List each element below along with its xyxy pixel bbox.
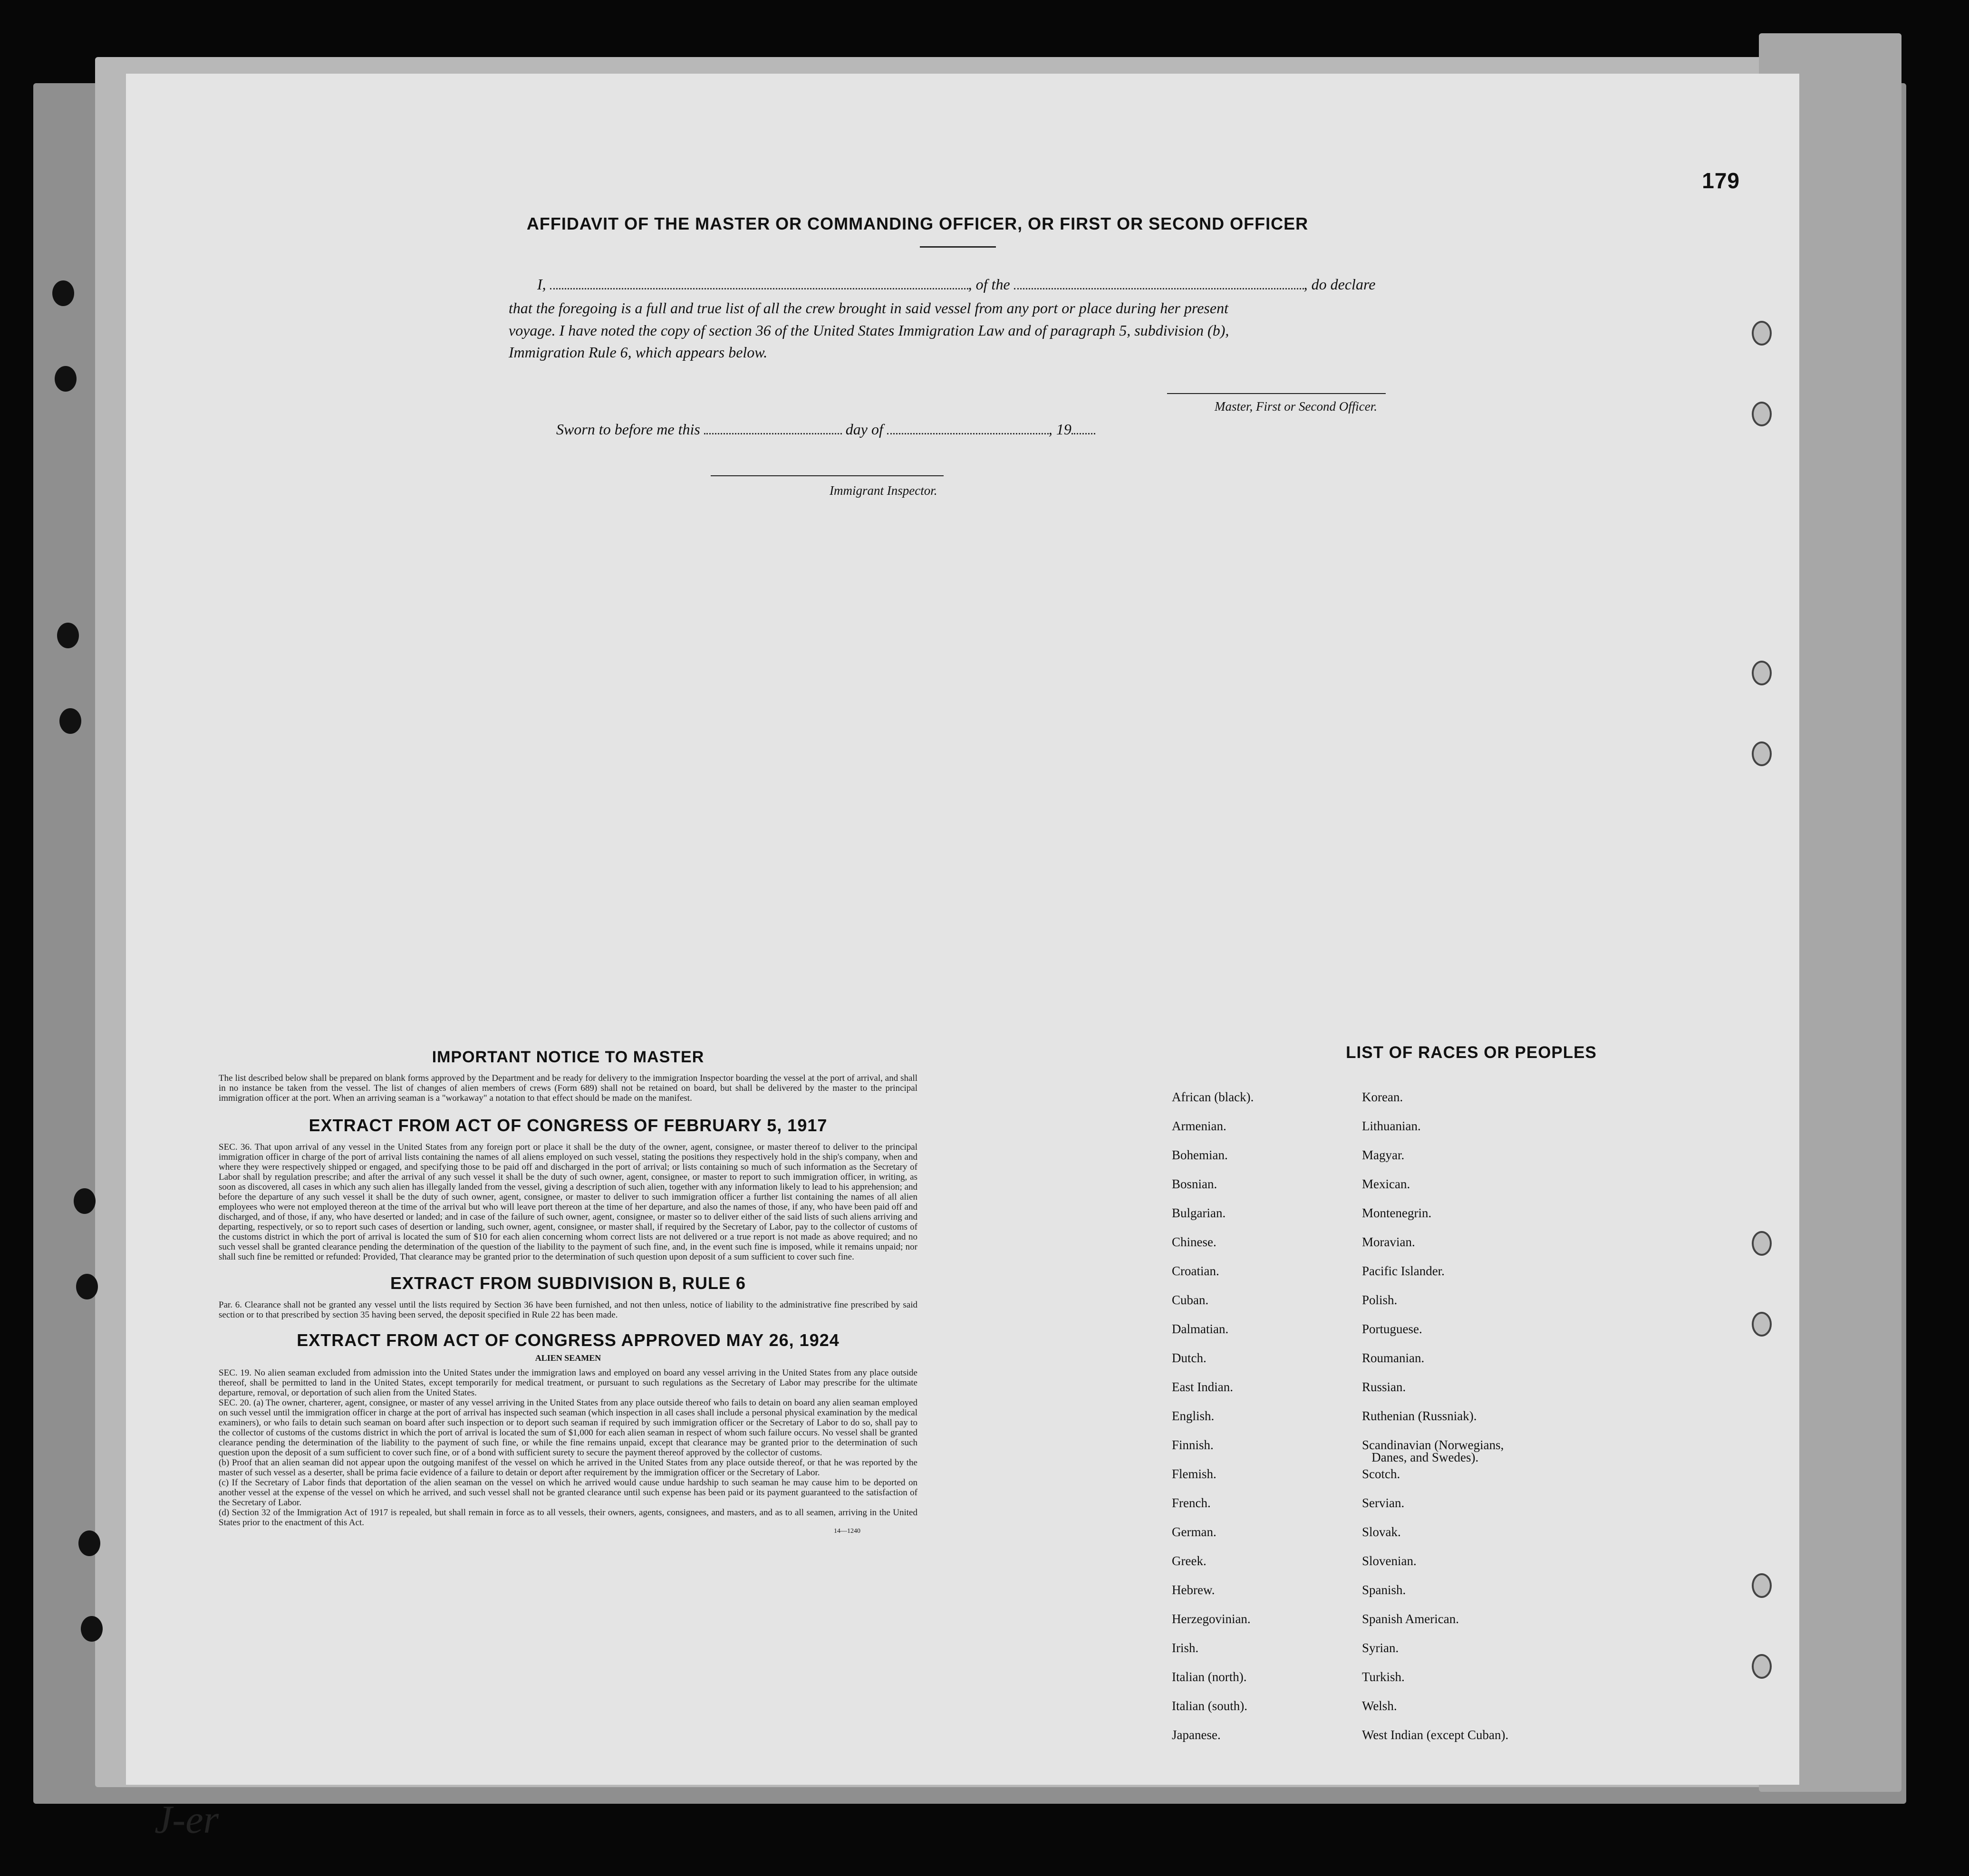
extract-1924-p2: SEC. 20. (a) The owner, charterer, agent, consignee, or master of any vessel arriving in the United States from any place outside thereof who fails to detain on board any alien seaman employed on such vessel until the immigration officer in charge at the port of arrival has inspected such seaman (which inspection in all cases shall include a personal physical examination by the medical examiners), or who fails to detain such seaman on board after such inspection or to deport such seaman if required by such immigration officer or the Secretary of Labor to do so, shall pay to the collector of customs of the customs district in which the port of arrival is located the sum of $1,000 for each alien seaman in respect of whom such failure occurs. No vessel shall be granted clearance pending the determination of the liability to the payment of such fine, or while the fine remains unpaid, except that clearance may be granted prior to the determination of such question upon the deposit of a sum sufficient to cover such fine, or of a bond with sufficient surety to secure the payment thereof approved by the collector of customs. xyxy=(219,1398,917,1458)
inspector-signature-line xyxy=(711,475,944,476)
race-item: Welsh. xyxy=(1362,1699,1397,1713)
race-item: Montenegrin. xyxy=(1362,1206,1432,1220)
race-item: Bulgarian. xyxy=(1172,1206,1226,1220)
race-item: French. xyxy=(1172,1496,1211,1510)
race-item: Bohemian. xyxy=(1172,1148,1228,1162)
race-item: Ruthenian (Russniak). xyxy=(1362,1409,1477,1423)
sworn-prefix: Sworn to before me this xyxy=(556,421,700,438)
affidavit-line-1 xyxy=(537,276,1564,293)
master-signature-line xyxy=(1167,393,1386,394)
race-item: Syrian. xyxy=(1362,1641,1399,1655)
race-item: Scotch. xyxy=(1362,1467,1400,1481)
race-item: Dutch. xyxy=(1172,1351,1206,1365)
binder-hole-icon xyxy=(1752,1312,1772,1337)
document-page xyxy=(126,74,1799,1842)
sworn-day-of: day of xyxy=(845,421,883,438)
race-item: Pacific Islander. xyxy=(1362,1264,1445,1278)
binder-hole-icon xyxy=(1752,321,1772,346)
race-item: Mexican. xyxy=(1362,1177,1410,1191)
race-item: English. xyxy=(1172,1409,1215,1423)
binder-hole-icon xyxy=(1752,1654,1772,1679)
binder-hole-icon xyxy=(78,1530,100,1556)
race-item: Croatian. xyxy=(1172,1264,1219,1278)
extract-1924-title: EXTRACT FROM ACT OF CONGRESS APPROVED MAY 26, 1924 xyxy=(297,1330,840,1350)
affidavit-title: AFFIDAVIT OF THE MASTER OR COMMANDING OFFICER, OR FIRST OR SECOND OFFICER xyxy=(526,214,1309,233)
notices-column xyxy=(219,1048,917,1535)
race-item: West Indian (except Cuban). xyxy=(1362,1728,1509,1742)
master-caption: Master, First or Second Officer. xyxy=(1215,399,1377,414)
binder-hole-icon xyxy=(1752,661,1772,685)
notice-text: The list described below shall be prepared on blank forms approved by the Department and be ready for delivery to the immigration Inspector boarding the vessel at the port of arrival, and shall in no instance be taken from the vessel. The list of changes of alien members of crews (Form 689) shall not be retained on board, but shall be delivered by the master to the principal immigration officer at the port. When an arriving seaman is a "workaway" a notation to that effect should be made on the manifest. xyxy=(219,1073,917,1103)
race-item: Armenian. xyxy=(1172,1119,1226,1133)
race-item: Chinese. xyxy=(1172,1235,1216,1249)
extract-1924-p4: (c) If the Secretary of Labor finds that deportation of the alien seaman on the vessel on which he arrived would cause undue hardship to such seaman he may cause him to be deported on another vessel at the expense of the vessel on which he arrived, and such vessel shall not be granted clearance until such expense has been paid or its payment guaranteed to the satisfaction of the Secretary of Labor. xyxy=(219,1478,917,1508)
form-code: 14—1240 xyxy=(834,1528,860,1535)
sworn-month-blank xyxy=(887,433,1049,434)
title-underline xyxy=(920,246,996,248)
page-number: 179 xyxy=(1702,168,1740,193)
affidavit-i: I, xyxy=(537,276,546,293)
race-item: Scandinavian (Norwegians, Danes, and Swedes). xyxy=(1362,1438,1504,1464)
affidavit-declare: , do declare xyxy=(1303,276,1376,293)
extract-1917-title: EXTRACT FROM ACT OF CONGRESS OF FEBRUARY 5, 1917 xyxy=(309,1116,828,1135)
binder-hole-icon xyxy=(76,1274,98,1299)
extract-1924-p3: (b) Proof that an alien seaman did not appear upon the outgoing manifest of the vessel on which he arrived in the United States from any place outside thereof, or that he was reported by the master of such vessel as a deserter, shall be prima facie evidence of a failure to detain or deport after requirement by the immigration officer or the Secretary of Labor. xyxy=(219,1458,917,1478)
extract-1924-subtitle: ALIEN SEAMEN xyxy=(535,1353,601,1363)
binder-hole-icon xyxy=(57,623,79,648)
vessel-blank xyxy=(1014,288,1304,289)
race-item: Herzegovinian. xyxy=(1172,1612,1251,1626)
race-item: Flemish. xyxy=(1172,1467,1216,1481)
binder-hole-icon xyxy=(1752,741,1772,766)
race-item: Polish. xyxy=(1362,1293,1398,1307)
handwritten-mark: J-er xyxy=(154,1798,219,1842)
race-item: Spanish American. xyxy=(1362,1612,1459,1626)
race-item: Irish. xyxy=(1172,1641,1199,1655)
race-item: Magyar. xyxy=(1362,1148,1405,1162)
binder-hole-icon xyxy=(52,280,74,306)
sworn-year-blank xyxy=(1071,433,1095,434)
binder-hole-icon xyxy=(1752,402,1772,426)
binder-hole-icon xyxy=(81,1616,103,1642)
binder-hole-icon xyxy=(1752,1231,1772,1256)
sworn-day-blank xyxy=(704,433,842,434)
race-item: Roumanian. xyxy=(1362,1351,1425,1365)
race-item: Slovenian. xyxy=(1362,1554,1417,1568)
binder-hole-icon xyxy=(74,1188,96,1214)
extract-1917-text: SEC. 36. That upon arrival of any vessel in the United States from any foreign port or place it shall be the duty of the owner, agent, consignee, or master thereof to deliver to the principal immigration officer in charge of the port of arrival lists containing the names of all aliens employed on such vessel, stating the positions they respectively hold in the ship's company, when and where they were respectively shipped or engaged, and specifying those to be paid off and discharged in the port of arrival; or lists containing so much of such information as the Secretary of Labor shall by regulation prescribe; and after the arrival of any such vessel it shall be the duty of such owner, agent, consignee, or master to report to such immigration officer, in writing, as soon as discovered, all cases in which any such alien has illegally landed from the vessel, giving a description of such alien, together with any information likely to lead to his apprehension; and before the departure of any such vessel it shall be the duty of such owner, agent, consignee, or master to deliver to such immigration officer a further list containing the names of all alien employees who were not employed thereon at the time of the arrival but who will leave port thereon at the time of her departure, and also the names of those, if any, who have been paid off and discharged, and of those, if any, who have deserted or landed; and in case of the failure of such owner, agent, consignee, or master so to deliver either of the said lists of such aliens arriving and departing, respectively, or so to report such cases of desertion or landing, such owner, agent, consignee, or master shall, if required by the Secretary of Labor, pay to the collector of customs of the customs district in which the port of arrival is located the sum of $10 for each alien concerning whom correct lists are not delivered or a true report is not made as above required; and no such vessel shall be granted clearance pending the determination of the question of the liability to the payment of such fine, and, in the event such fine is imposed, while it remains unpaid; nor shall such fine be remitted or refunded: Provided, That clearance may be granted prior to the determination of such question upon deposit of a sum sufficient to cover such fine. xyxy=(219,1142,917,1262)
race-item: German. xyxy=(1172,1525,1216,1539)
race-item: Japanese. xyxy=(1172,1728,1221,1742)
race-item: Korean. xyxy=(1362,1090,1403,1104)
extract-1924-p5: (d) Section 32 of the Immigration Act of 1917 is repealed, but shall remain in force as to all vessels, their owners, agents, consignees, and masters, and as to all seamen, arriving in the United States prior to the enactment of this Act. xyxy=(219,1508,917,1528)
extract-rule6-title: EXTRACT FROM SUBDIVISION B, RULE 6 xyxy=(390,1273,746,1293)
race-item: Finnish. xyxy=(1172,1438,1214,1452)
affidavit-line-3: voyage. I have noted the copy of section 36 of the United States Immigration Law and of paragraph 5, subdivision (b), xyxy=(509,322,1229,339)
races-title: LIST OF RACES OR PEOPLES xyxy=(1346,1043,1597,1062)
race-item: Greek. xyxy=(1172,1554,1206,1568)
extract-1924-p1: SEC. 19. No alien seaman excluded from admission into the United States under the immigration laws and employed on board any vessel arriving in the United States from any place outside thereof, shall be permitted to land in the United States, except temporarily for medical treatment, or pursuant to such regulations as the Secretary of Labor may prescribe for the ultimate departure, removal, or deportation of such alien from the United States. xyxy=(219,1368,917,1398)
race-item: Portuguese. xyxy=(1362,1322,1422,1336)
inspector-caption: Immigrant Inspector. xyxy=(830,483,937,498)
race-item: East Indian. xyxy=(1172,1380,1233,1394)
sworn-year: , 19 xyxy=(1048,421,1071,438)
notice-title: IMPORTANT NOTICE TO MASTER xyxy=(432,1048,705,1066)
race-item: Italian (south). xyxy=(1172,1699,1247,1713)
binder-hole-icon xyxy=(1752,1573,1772,1598)
affidavit-line-4: Immigration Rule 6, which appears below. xyxy=(509,344,768,361)
binder-hole-icon xyxy=(59,708,81,734)
binder-hole-icon xyxy=(55,366,77,392)
extract-rule6-text: Par. 6. Clearance shall not be granted any vessel until the lists required by Section 36 have been furnished, and not then unless, notice of liability to the administrative fine prescribed by said section or to that prescribed by section 35 having been served, the deposit specified in Rule 22 has been made. xyxy=(219,1300,917,1320)
race-item: Bosnian. xyxy=(1172,1177,1217,1191)
affidavit-of-the: , of the xyxy=(968,276,1010,293)
sworn-line xyxy=(556,421,1095,438)
race-item: Turkish. xyxy=(1362,1670,1405,1684)
affidavit-line-2: that the foregoing is a full and true list of all the crew brought in said vessel from any port or place during her present xyxy=(509,299,1228,317)
race-item: Dalmatian. xyxy=(1172,1322,1229,1336)
race-item: Russian. xyxy=(1362,1380,1406,1394)
race-item: African (black). xyxy=(1172,1090,1254,1104)
race-item: Slovak. xyxy=(1362,1525,1401,1539)
race-item: Hebrew. xyxy=(1172,1583,1215,1597)
race-item: Lithuanian. xyxy=(1362,1119,1421,1133)
name-blank xyxy=(550,288,968,289)
race-item: Servian. xyxy=(1362,1496,1405,1510)
race-item: Spanish. xyxy=(1362,1583,1406,1597)
race-item: Italian (north). xyxy=(1172,1670,1247,1684)
race-item: Cuban. xyxy=(1172,1293,1209,1307)
race-item: Moravian. xyxy=(1362,1235,1415,1249)
